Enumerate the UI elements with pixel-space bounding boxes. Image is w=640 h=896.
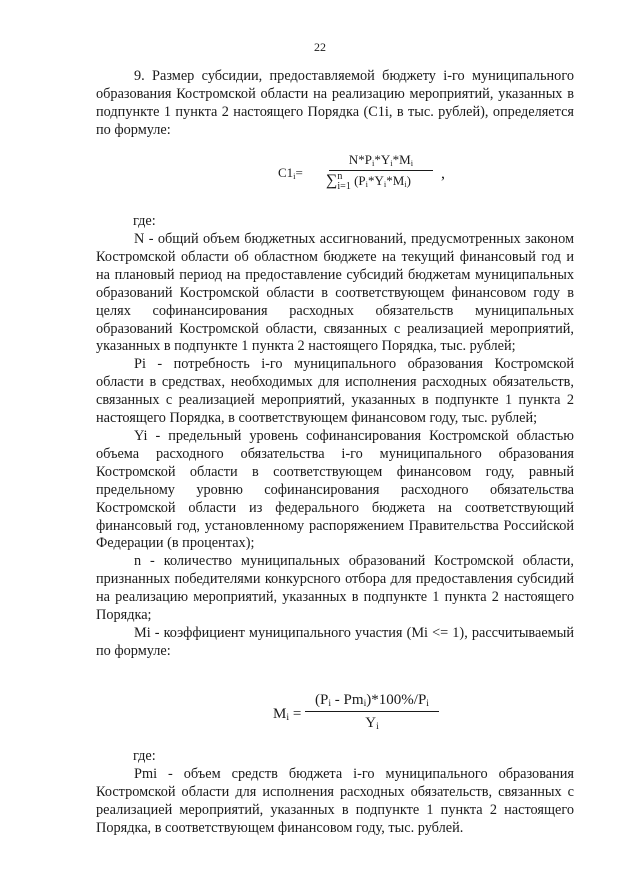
definition-count: n - количество муниципальных образований Костромской области, признанных победителями конкурсного отбора для предоставления субсидий на реализацию мероприятий, указанных в подпункте 1 пункта 2 настоящего Порядка;: [96, 553, 574, 624]
sum-symbol: ∑: [326, 172, 338, 189]
formula1-numerator: $N*P_i*Y_i*M_i$: [348, 152, 414, 168]
formula1-lhs: $С1_i=$: [278, 165, 303, 181]
formula1-fraction-bar: [329, 170, 433, 171]
coefficient-formula: [273, 692, 443, 736]
definition-mi: Mi - коэффициент муниципального участия (Mi <= 1), рассчитываемый по формуле:: [96, 624, 574, 659]
intro-paragraph: [96, 68, 574, 140]
definitions-list-2: [96, 766, 574, 838]
formula2-lhs: $M_i$ =: [273, 706, 302, 723]
intro-text: 9. Размер субсидии, предоставляемой бюджету i-го муниципального образования Костромской области на реализацию мероприятий, указанных в подпункте 1 пункта 2 настоящего Порядка (С1i, в тыс. рублей), определяется по формуле:: [96, 68, 574, 138]
formula2-denominator: $Y_i$: [365, 715, 379, 732]
formula2-fraction-bar: [305, 711, 439, 712]
page-number: 22: [314, 40, 326, 54]
definition-pmi: Pmi - объем средств бюджета i-го муниципального образования Костромской области для исполнения расходных обязательств, связанных с реализацией мероприятий, указанных в подпункте 1 пункта 2 настоящего Порядка, в соответствующем финансовом году, тыс. рублей.: [96, 766, 574, 836]
where-label: где:: [133, 213, 156, 229]
subsidy-formula: [278, 152, 448, 196]
formula2-numerator: $(P_i - Pm_i)*100\%/P_i$: [314, 692, 429, 709]
definition-n: N - общий объем бюджетных ассигнований, предусмотренных законом Костромской области об областном бюджете на текущий финансовый год и на плановый период на предоставление субсидий бюджетам муниципальных образований Костромской области в соответствующем финансовом году в целях софинансирования расходных обязательств муниципальных образований Костромской области, связанных с реализацией мероприятий, указанных в подпункте 1 пункта 2 настоящего Порядка, тыс. рублей;: [96, 231, 574, 355]
sum-limits: n i=1: [337, 171, 351, 193]
formula1-denominator: ∑n i=1 $(P_i*Y_i*M_i)$: [326, 171, 412, 193]
definition-yi: Yi - предельный уровень софинансирования Костромской областью объема расходного обязательства i-го муниципального образования Костромской области в соответствующем финансовом году, равный предельному уровню софинансирования расходного обязательства Костромской области из федерального бюджета на соответствующий финансовый год, установленному распоряжением Правительства Российской Федерации (в процентах);: [96, 427, 574, 552]
definitions-list: [96, 231, 574, 661]
where-label-2: где:: [133, 748, 156, 764]
formula1-comma: ,: [441, 165, 445, 182]
definition-pi: Pi - потребность i-го муниципального образования Костромской области в средствах, необходимых для исполнения расходных обязательств, связанных с реализацией мероприятий, указанных в подпункте 1 пункта 2 настоящего Порядка, в соответствующем финансовом году, тыс. рублей;: [96, 356, 574, 427]
